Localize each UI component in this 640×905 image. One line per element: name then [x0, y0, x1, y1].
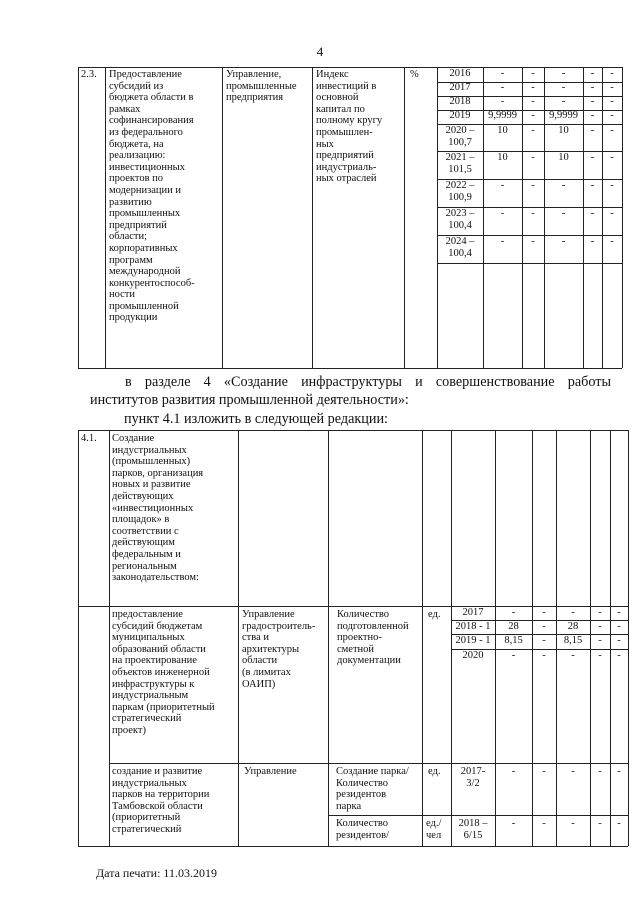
year-value: - — [590, 68, 595, 79]
text-line: региональным — [112, 560, 177, 572]
text-line: Создание — [112, 433, 155, 444]
text-line: парков на территории — [112, 789, 210, 801]
text-line: Создание парка/ — [336, 766, 409, 777]
text-line: капитал по — [316, 103, 365, 115]
text-line: (промышленных) — [112, 456, 191, 468]
year-label: 2018 - 1 — [455, 621, 491, 632]
text-line: (приоритетный — [112, 812, 181, 824]
row-number: 2.3. — [81, 69, 97, 80]
year-value: - — [590, 236, 595, 247]
year-value: - — [542, 818, 546, 829]
text-line: стратегический — [112, 713, 182, 725]
year-value: - — [610, 68, 614, 79]
text-line: области — [242, 655, 278, 667]
text-line: субсидий бюджетам — [112, 620, 203, 632]
text-line: стратегический — [112, 823, 182, 835]
year-value: - — [561, 82, 566, 93]
text-line: ед./ — [426, 818, 442, 829]
text-line: предприятия — [226, 92, 284, 104]
year-value: - — [617, 621, 621, 632]
text-line: рамках — [109, 103, 141, 115]
year-value: - — [500, 96, 505, 107]
year-index: 100,4 — [448, 248, 472, 259]
year-value: - — [610, 180, 614, 191]
year-value: - — [511, 607, 516, 618]
year-value: - — [531, 152, 535, 163]
year-label: 2020 – — [445, 125, 475, 136]
year-value: 10 — [558, 152, 569, 163]
year-value: 9,9999 — [549, 110, 578, 121]
year-value: - — [500, 236, 505, 247]
text-line: бюджета, на — [109, 138, 164, 150]
subevent-parks-unit-1: ед. — [428, 766, 441, 777]
text-line: проектно- — [337, 632, 382, 644]
year-value: - — [610, 96, 614, 107]
text-line: площадок» в — [112, 514, 170, 526]
year-label: 2022 – — [445, 180, 475, 191]
year-value: 10 — [558, 125, 569, 136]
year-value: - — [617, 650, 621, 661]
text-line: документации — [337, 655, 401, 667]
subevent-parks — [112, 766, 236, 836]
year-value: 8,15 — [504, 635, 523, 646]
subevent-design-executor — [242, 609, 328, 690]
year-index: 100,7 — [448, 137, 472, 148]
main-event — [112, 433, 236, 584]
subevent-parks-unit-2 — [426, 818, 450, 841]
text-line: индустриальным — [112, 690, 189, 702]
subevent-design-indicator — [337, 609, 421, 667]
year-value: - — [617, 635, 621, 646]
row-number: 4.1. — [81, 433, 97, 444]
subevent-parks-year-1 — [451, 766, 495, 789]
text-line: конкурентоспособ- — [109, 277, 195, 289]
text-line: муниципальных — [112, 632, 185, 644]
subevent-parks-year-2 — [451, 818, 495, 841]
year-value: 8,15 — [563, 635, 583, 646]
year-value: - — [531, 96, 535, 107]
text-line: создание и развитие — [112, 766, 203, 777]
text-line: софинансирования — [109, 115, 194, 127]
text-line: реализацию: — [109, 150, 166, 162]
subevent-parks-indicator-1 — [336, 766, 422, 812]
year-value: - — [561, 208, 566, 219]
text-line: чел — [426, 829, 442, 841]
year-value: - — [500, 208, 505, 219]
year-value: - — [531, 125, 535, 136]
text-line: промышленной — [109, 300, 179, 312]
text-line: инвестиций в — [316, 80, 377, 92]
year-value: - — [500, 82, 505, 93]
text-line: федеральным и — [112, 548, 181, 560]
subevent-design-unit: ед. — [428, 609, 441, 620]
year-value: - — [531, 236, 535, 247]
year-value: - — [571, 607, 575, 618]
text-line: 6/15 — [463, 829, 483, 841]
text-line: Предоставление — [109, 69, 182, 80]
text-line: 3/2 — [466, 777, 480, 789]
year-value: - — [531, 208, 535, 219]
year-value: - — [598, 635, 602, 646]
text-line: Управление — [244, 766, 297, 777]
text-line: действующим — [112, 537, 175, 549]
year-value: - — [531, 82, 535, 93]
year-value: - — [610, 236, 614, 247]
year-value: - — [590, 152, 595, 163]
text-line: парков, организация — [112, 467, 204, 479]
year-label: 2019 - 1 — [455, 635, 491, 646]
year-value: - — [598, 621, 602, 632]
year-label: 2018 — [449, 96, 471, 107]
year-value: - — [542, 607, 546, 618]
year-value: - — [598, 766, 602, 777]
year-value: 10 — [497, 152, 508, 163]
text-line: полному кругу — [316, 115, 383, 127]
text-line: образований области — [112, 643, 206, 655]
unit: % — [410, 69, 419, 80]
text-line: архитектуры — [242, 643, 299, 655]
year-value: 28 — [508, 621, 519, 632]
text-line: из федерального — [109, 126, 183, 138]
year-value: - — [590, 180, 595, 191]
text-line: парка — [336, 800, 362, 812]
year-label: 2024 – — [445, 236, 475, 247]
year-label: 2017 — [449, 82, 471, 93]
text-line: ства и — [242, 632, 269, 644]
paragraph-line-3: пункт 4.1 изложить в следующей редакции: — [124, 411, 388, 427]
text-line: действующих — [112, 490, 174, 502]
year-value: - — [610, 125, 614, 136]
text-line: промышленных — [109, 208, 181, 220]
year-index: 100,9 — [448, 192, 472, 203]
year-value: - — [610, 208, 614, 219]
year-label: 2016 — [449, 68, 471, 79]
year-value: - — [511, 818, 516, 829]
year-value: - — [610, 152, 614, 163]
year-index: 100,4 — [448, 220, 472, 231]
year-value: - — [571, 818, 575, 829]
text-line: законодательством: — [112, 572, 199, 584]
executor — [226, 69, 312, 104]
text-line: «инвестиционных — [112, 502, 194, 514]
text-line: субсидий из — [109, 80, 164, 92]
year-value: - — [617, 818, 621, 829]
year-value: - — [561, 236, 566, 247]
text-line: Индекс — [316, 69, 349, 80]
text-line: Управление — [242, 609, 295, 620]
event-description — [109, 69, 219, 324]
text-line: сметной — [337, 643, 375, 655]
text-line: ных отраслей — [316, 173, 377, 185]
year-value: - — [590, 208, 595, 219]
text-line: Тамбовской области — [112, 800, 203, 812]
year-value: - — [542, 635, 546, 646]
year-value: - — [590, 82, 595, 93]
text-line: 2017- — [460, 766, 486, 777]
year-value: - — [571, 650, 575, 661]
year-value: - — [610, 82, 614, 93]
year-label: 2017 — [462, 607, 484, 618]
year-value: - — [531, 68, 535, 79]
paragraph-line-2: институтов развития промышленной деятельности»: — [90, 392, 409, 408]
text-line: на проектирование — [112, 655, 197, 667]
year-label: 2020 — [462, 650, 484, 661]
year-value: - — [590, 96, 595, 107]
year-value: - — [511, 766, 516, 777]
text-line: градостроитель- — [242, 620, 316, 632]
year-value: - — [590, 125, 595, 136]
text-line: Количество — [336, 818, 389, 829]
year-value: - — [542, 621, 546, 632]
text-line: Управление, — [226, 69, 282, 80]
text-line: инфраструктуры к — [112, 678, 195, 690]
text-line: корпоративных — [109, 242, 178, 254]
text-line: проект) — [112, 724, 146, 736]
text-line: развитию — [109, 196, 152, 208]
text-line: индустриаль- — [316, 161, 377, 173]
text-line: паркам (приоритетный — [112, 701, 215, 713]
year-value: - — [598, 650, 602, 661]
text-line: соответствии с — [112, 525, 179, 537]
text-line: ности — [109, 289, 135, 301]
text-line: ОАИП) — [242, 678, 276, 690]
year-label: 2019 — [449, 110, 471, 121]
year-value: - — [571, 766, 575, 777]
text-line: индустриальных — [112, 777, 187, 789]
text-line: предприятий — [109, 219, 167, 231]
text-line: проектов по — [109, 173, 164, 185]
text-line: международной — [109, 266, 181, 278]
year-value: - — [598, 607, 602, 618]
year-value: 9,9999 — [488, 110, 517, 121]
text-line: продукции — [109, 312, 158, 324]
text-line: новых и развитие — [112, 479, 191, 491]
year-label: 2023 – — [445, 208, 475, 219]
text-line: индустриальных — [112, 444, 187, 456]
year-value: - — [561, 68, 566, 79]
text-line: Количество — [336, 777, 389, 789]
text-line: Количество — [337, 609, 390, 620]
text-line: (в лимитах — [242, 666, 291, 678]
text-line: подготовленной — [337, 620, 409, 632]
year-value: - — [561, 96, 566, 107]
text-line: промышлен- — [316, 126, 373, 138]
text-line: 2018 – — [458, 818, 488, 829]
text-line: основной — [316, 92, 359, 104]
text-line: резидентов/ — [336, 829, 390, 841]
text-line: инвестиционных — [109, 161, 185, 173]
page-number: 4 — [316, 44, 324, 59]
year-value: - — [610, 110, 614, 121]
text-line: предоставление — [112, 609, 183, 620]
year-value: - — [617, 607, 621, 618]
year-value: - — [500, 68, 505, 79]
text-line: ных — [316, 138, 334, 150]
year-value: - — [598, 818, 602, 829]
year-value: - — [531, 180, 535, 191]
text-line: программ — [109, 254, 153, 266]
year-value: 10 — [497, 125, 508, 136]
text-line: предприятий — [316, 150, 374, 162]
year-value: - — [500, 180, 505, 191]
print-date: Дата печати: 11.03.2019 — [96, 866, 217, 880]
text-line: бюджета области в — [109, 92, 194, 104]
year-label: 2021 – — [445, 152, 475, 163]
year-value: - — [561, 180, 566, 191]
text-line: резидентов — [336, 789, 387, 801]
year-index: 101,5 — [448, 164, 472, 175]
text-line: модернизации и — [109, 184, 181, 196]
year-value: - — [617, 766, 621, 777]
year-value: - — [542, 766, 546, 777]
subevent-design-subsidy — [112, 609, 236, 737]
indicator-name — [316, 69, 402, 185]
text-line: объектов инженерной — [112, 666, 210, 678]
year-value: - — [542, 650, 546, 661]
subevent-parks-indicator-2 — [336, 818, 422, 841]
paragraph-line-1: в разделе 4 «Создание инфраструктуры и совершенствование работы — [125, 374, 611, 390]
text-line: промышленные — [226, 80, 297, 92]
text-line: области; — [109, 231, 148, 243]
year-value: - — [511, 650, 516, 661]
year-value: 28 — [567, 621, 579, 632]
subevent-parks-executor — [244, 766, 328, 778]
year-value: - — [531, 110, 535, 121]
year-value: - — [590, 110, 595, 121]
